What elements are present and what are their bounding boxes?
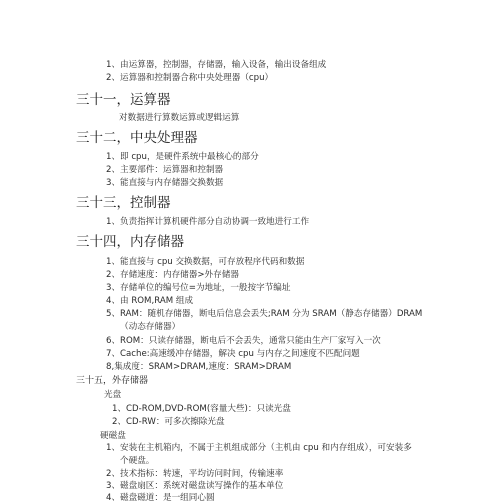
list-item [106,349,360,360]
list-item [106,469,283,480]
list-text: 安装在主机箱内，不属于主机组成部分（主机由 cpu 和内存组成），可安装多 [120,443,412,453]
list-item [106,73,273,84]
list-text: RAM：随机存储器，断电后信息会丢失;RAM 分为 SRAM（静态存储器）DRAM [120,309,423,319]
list-number: 1、 [112,404,127,414]
list-text: CD-ROM,DVD-ROM(容量大些)：只读光盘 [126,404,291,414]
list-text: Cache:高速缓冲存储器，解决 cpu 与内存之间速度不匹配问题 [120,349,360,359]
list-number: 5、 [106,309,121,319]
list-text: ROM：只读存储器，断电后不会丢失，通常只能由生产厂家写入一次 [120,336,381,346]
list-item [106,165,223,176]
list-item [106,336,381,347]
list-text: 即 cpu，是硬件系统中最核心的部分 [120,152,259,162]
list-text: 主要部件：运算器和控制器 [120,165,224,175]
list-number: 3、 [106,283,121,293]
list-item [106,309,422,320]
list-number: 4、 [106,493,121,503]
list-number: 2、 [106,270,121,280]
list-number: 1、 [106,217,121,227]
list-text: 由运算器，控制器，存储器，输入设备，输出设备组成 [120,60,327,70]
list-text: 磁盘扇区：系统对磁盘读写操作的基本单位 [120,481,284,491]
list-text: 存储速度：内存储器>外存储器 [120,270,239,280]
section-heading: 三十五，外存储器 [76,376,149,386]
list-number: 4、 [106,296,121,306]
section-heading: 三十三，控制器 [76,195,171,211]
list-number: 2、 [106,73,121,83]
list-text: CD-RW：可多次擦除光盘 [126,417,225,427]
list-text: 由 ROM,RAM 组成 [120,296,194,306]
list-item [106,443,412,454]
list-item [106,362,291,373]
list-number: 2、 [106,165,121,175]
list-item [106,178,223,189]
list-text: 存储单位的编号位=为地址，一般按字节编址 [120,283,291,293]
list-item-continuation [120,456,154,467]
list-text: 8,集成度：SRAM>DRAM,速度：SRAM>DRAM [106,362,292,372]
list-text: （动态存储器） [120,322,181,332]
list-text: 个硬盘。 [120,456,155,466]
section-heading: 三十四，内存储器 [76,234,184,250]
list-number: 6、 [106,336,121,346]
list-item [112,417,225,428]
list-text: 磁盘磁道：是一组同心圆 [120,493,215,503]
list-number: 2、 [112,417,127,427]
list-number: 1、 [106,60,121,70]
list-item [106,283,290,294]
list-item-continuation [120,322,180,333]
list-number: 3、 [106,481,121,491]
list-text: 能直接与 cpu 交换数据，可存放程序代码和数据 [120,257,305,267]
section-heading: 三十一，运算器 [76,92,171,108]
list-item [106,270,239,281]
list-item [106,257,304,268]
list-item [106,481,283,492]
list-item [106,217,309,228]
list-number: 1、 [106,257,121,267]
list-item [106,296,193,307]
paragraph: 对数据进行算数运算或逻辑运算 [119,113,240,123]
list-item [106,152,259,163]
list-number: 1、 [106,443,121,453]
list-item [106,493,215,504]
list-number: 1、 [106,152,121,162]
list-item [112,404,291,415]
list-text: 运算器和控制器合称中央处理器（cpu） [120,73,274,83]
subheading-optical: 光盘 [104,390,122,400]
subheading-hdd: 硬磁盘 [100,431,126,441]
section-heading: 三十二，中央处理器 [76,130,198,146]
list-number: 2、 [106,469,121,479]
list-number: 3、 [106,178,121,188]
list-item [106,60,326,71]
list-text: 负责指挥计算机硬件部分自动协调一致地进行工作 [120,217,310,227]
list-text: 技术指标：转速，平均访问时间，传输速率 [120,469,284,479]
list-number: 7、 [106,349,121,359]
list-text: 能直接与内存储器交换数据 [120,178,224,188]
